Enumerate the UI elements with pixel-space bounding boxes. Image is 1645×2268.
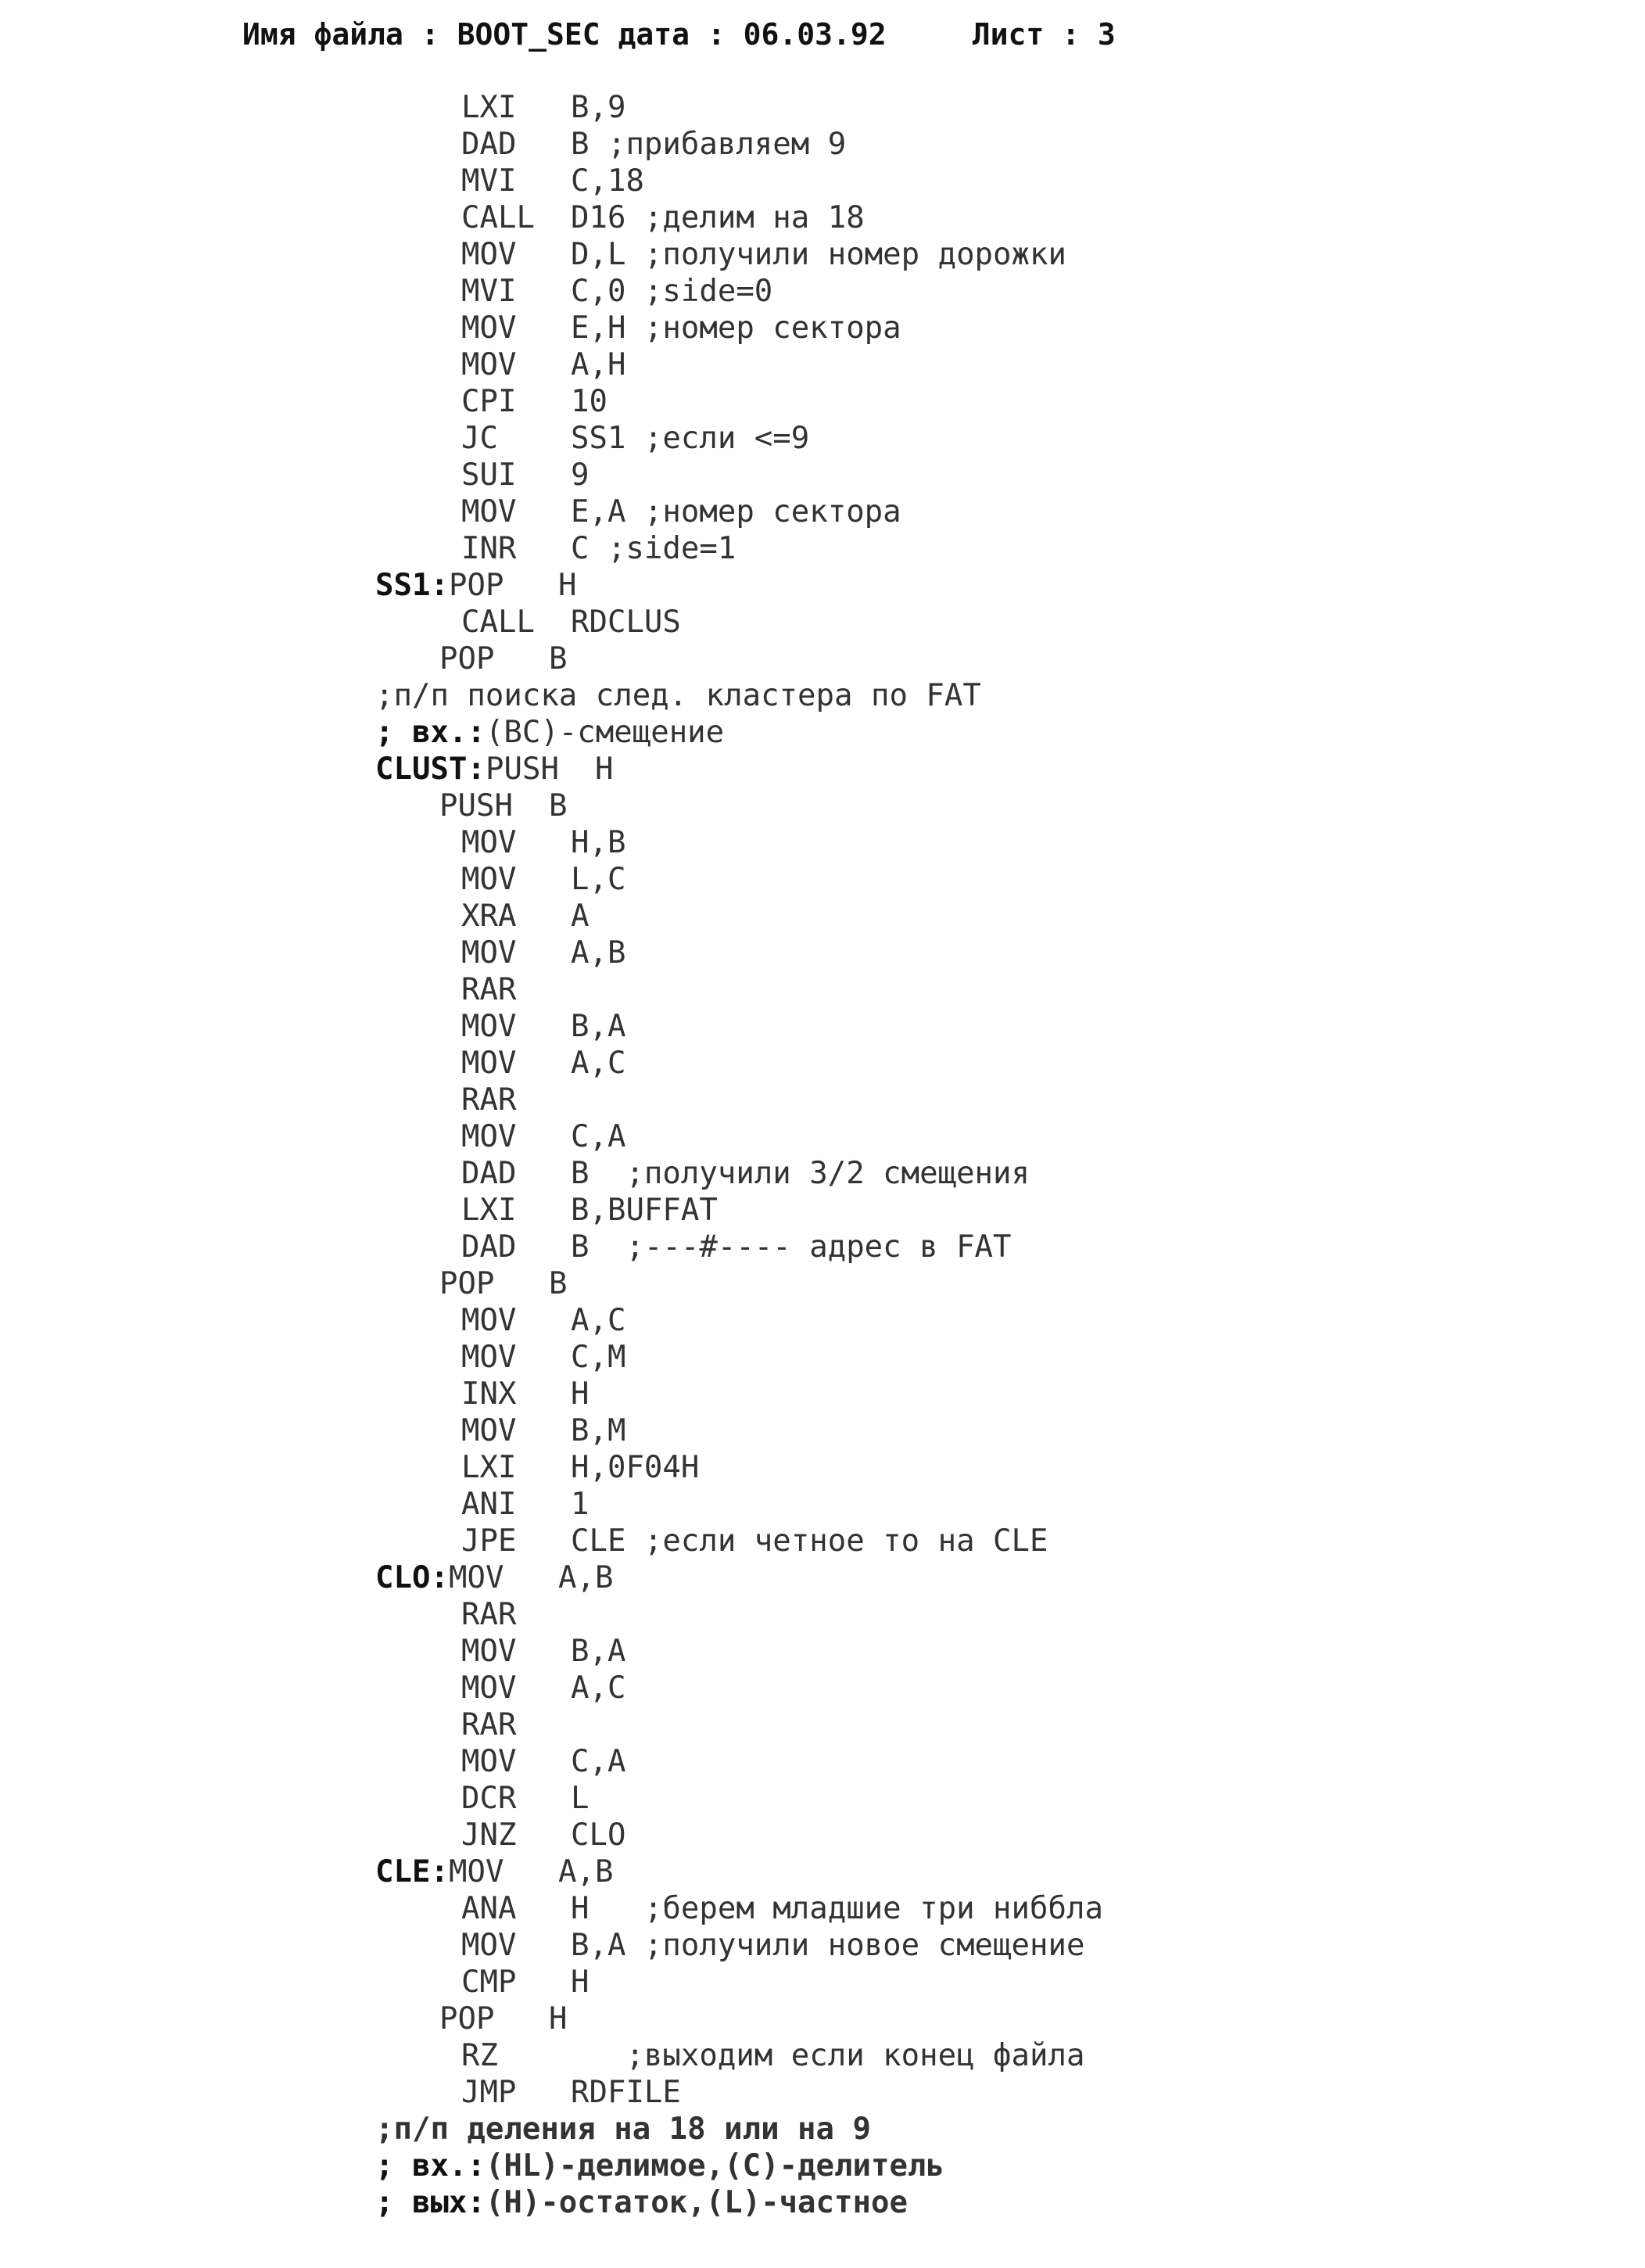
instruction-operands: B — [549, 1266, 568, 1301]
instruction-mnemonic: POP — [449, 568, 504, 603]
comment-text — [375, 677, 981, 714]
instruction-operands: E,A ;номер сектора — [571, 494, 901, 529]
instruction-mnemonic: INX — [461, 1376, 517, 1412]
instruction-mnemonic: ANA — [461, 1891, 517, 1926]
instruction-operands: C,A — [571, 1119, 626, 1154]
instruction-mnemonic: JMP — [461, 2075, 517, 2110]
instruction-mnemonic: MOV — [461, 1009, 517, 1044]
code-label: CLO: — [375, 1560, 449, 1595]
instruction-operands: C ;side=1 — [571, 531, 736, 566]
instruction-operands: B,9 — [571, 90, 626, 125]
comment-body: (BC)-смещение — [485, 715, 725, 750]
instruction-mnemonic: CPI — [461, 384, 517, 419]
instruction-mnemonic: MOV — [449, 1854, 504, 1889]
instruction-operands: B,A ;получили новое смещение — [571, 1928, 1085, 1963]
code-label: CLE: — [375, 1854, 449, 1889]
instruction-mnemonic: JC — [461, 421, 498, 456]
instruction-mnemonic: MOV — [461, 1634, 517, 1669]
instruction-operands: D,L ;получили номер дорожки — [571, 237, 1066, 272]
instruction-operands: A,C — [571, 1670, 626, 1706]
instruction-operands: C,0 ;side=0 — [571, 274, 773, 309]
instruction-mnemonic: RAR — [461, 1082, 517, 1118]
instruction-operands: D16 ;делим на 18 — [571, 200, 865, 235]
comment-prefix: ; вх.: — [375, 2148, 486, 2184]
comment-body: ;п/п деления на 18 или на 9 — [375, 2112, 871, 2147]
instruction-mnemonic: MVI — [461, 163, 517, 199]
instruction-mnemonic: MOV — [461, 935, 517, 971]
instruction-mnemonic: MOV — [461, 310, 517, 346]
instruction-operands: E,H ;номер сектора — [571, 310, 901, 346]
instruction-operands: A — [571, 899, 590, 934]
instruction-operands: H — [571, 1965, 590, 2000]
instruction-mnemonic: DAD — [461, 1156, 517, 1191]
instruction-operands: CLE ;если четное то на CLE — [571, 1523, 1048, 1559]
instruction-mnemonic: MOV — [461, 1928, 517, 1963]
instruction-mnemonic: DAD — [461, 127, 517, 162]
instruction-mnemonic: CALL — [461, 200, 535, 235]
instruction-operands: A,C — [571, 1046, 626, 1081]
instruction-mnemonic: MOV — [461, 1744, 517, 1779]
instruction-mnemonic: ANI — [461, 1487, 517, 1522]
instruction-mnemonic: MOV — [461, 1670, 517, 1706]
instruction-operands: A,H — [571, 347, 626, 382]
instruction-mnemonic: MOV — [461, 1119, 517, 1154]
instruction-operands: B,A — [571, 1009, 626, 1044]
instruction-mnemonic: MOV — [461, 1303, 517, 1338]
instruction-mnemonic: RAR — [461, 1707, 517, 1742]
instruction-operands: C,A — [571, 1744, 626, 1779]
instruction-operands: H,0F04H — [571, 1450, 700, 1485]
comment-text — [375, 714, 724, 751]
instruction-operands: L,C — [571, 862, 626, 897]
instruction-mnemonic: RAR — [461, 972, 517, 1007]
comment-body: (H)-остаток,(L)-частное — [485, 2185, 908, 2220]
comment-text — [375, 2148, 944, 2184]
instruction-operands: RDCLUS — [571, 605, 681, 640]
instruction-mnemonic: DCR — [461, 1781, 517, 1816]
instruction-mnemonic: INR — [461, 531, 517, 566]
instruction-mnemonic: PUSH — [439, 788, 513, 824]
instruction-operands: B ;---#---- адрес в FAT — [571, 1229, 1012, 1265]
file-name: BOOT_SEC — [457, 17, 600, 52]
instruction-mnemonic: MOV — [461, 1340, 517, 1375]
instruction-mnemonic: MOV — [449, 1560, 504, 1595]
instruction-mnemonic: JNZ — [461, 1818, 517, 1853]
instruction-operands: A,B — [558, 1854, 614, 1889]
sheet-number: 3 — [1097, 17, 1116, 52]
comment-text — [375, 2111, 871, 2148]
instruction-mnemonic: POP — [439, 1266, 495, 1301]
instruction-operands: H — [595, 752, 614, 787]
comment-prefix: ; вых: — [375, 2185, 486, 2220]
date-label: дата : — [618, 17, 726, 52]
instruction-mnemonic: POP — [439, 641, 495, 676]
instruction-operands: H ;берем младшие три ниббла — [571, 1891, 1103, 1926]
instruction-operands: B,M — [571, 1413, 626, 1448]
instruction-mnemonic: PUSH — [486, 752, 559, 787]
instruction-mnemonic: JPE — [461, 1523, 517, 1559]
instruction-mnemonic: MOV — [461, 347, 517, 382]
instruction-operands: H — [558, 568, 577, 603]
comment-prefix: ; вх.: — [375, 715, 486, 750]
date-value: 06.03.92 — [743, 17, 887, 52]
instruction-mnemonic: MOV — [461, 1046, 517, 1081]
instruction-mnemonic: MOV — [461, 862, 517, 897]
instruction-mnemonic: XRA — [461, 899, 517, 934]
instruction-mnemonic: MOV — [461, 1413, 517, 1448]
instruction-operands: B — [549, 641, 568, 676]
instruction-mnemonic: LXI — [461, 1193, 517, 1228]
code-label: CLUST: — [375, 752, 486, 787]
instruction-operands: B — [549, 788, 568, 824]
instruction-operands: H — [571, 1376, 590, 1412]
instruction-mnemonic: LXI — [461, 90, 517, 125]
instruction-operands: C,M — [571, 1340, 626, 1375]
instruction-mnemonic: LXI — [461, 1450, 517, 1485]
instruction-mnemonic: CALL — [461, 605, 535, 640]
comment-body: (HL)-делимое,(C)-делитель — [485, 2148, 944, 2184]
instruction-operands: A,C — [571, 1303, 626, 1338]
instruction-operands: 1 — [571, 1487, 590, 1522]
instruction-mnemonic: DAD — [461, 1229, 517, 1265]
code-label: SS1: — [375, 568, 449, 603]
instruction-operands: 10 — [571, 384, 607, 419]
instruction-operands: B ;получили 3/2 смещения — [571, 1156, 1030, 1191]
comment-text — [375, 2184, 908, 2221]
instruction-operands: A,B — [571, 935, 626, 971]
instruction-operands: H — [549, 2001, 568, 2037]
instruction-operands: L — [571, 1781, 590, 1816]
file-label: Имя файла : — [242, 17, 439, 52]
page-header — [242, 17, 1116, 52]
instruction-mnemonic: MOV — [461, 825, 517, 860]
instruction-mnemonic: CMP — [461, 1965, 517, 2000]
instruction-operands: ;выходим если конец файла — [571, 2038, 1085, 2073]
instruction-mnemonic: SUI — [461, 458, 517, 493]
instruction-operands: B,BUFFAT — [571, 1193, 718, 1228]
comment-body: ;п/п поиска след. кластера по FAT — [375, 678, 981, 713]
instruction-operands: C,18 — [571, 163, 644, 199]
sheet-label: Лист : — [972, 17, 1080, 52]
instruction-operands: B,A — [571, 1634, 626, 1669]
instruction-mnemonic: RZ — [461, 2038, 498, 2073]
instruction-operands: SS1 ;если <=9 — [571, 421, 810, 456]
instruction-operands: 9 — [571, 458, 590, 493]
instruction-operands: A,B — [558, 1560, 614, 1595]
instruction-operands: CLO — [571, 1818, 626, 1853]
instruction-mnemonic: RAR — [461, 1597, 517, 1632]
instruction-operands: H,B — [571, 825, 626, 860]
instruction-mnemonic: MOV — [461, 494, 517, 529]
instruction-operands: RDFILE — [571, 2075, 681, 2110]
instruction-mnemonic: MVI — [461, 274, 517, 309]
instruction-mnemonic: POP — [439, 2001, 495, 2037]
instruction-operands: B ;прибавляем 9 — [571, 127, 847, 162]
instruction-mnemonic: MOV — [461, 237, 517, 272]
